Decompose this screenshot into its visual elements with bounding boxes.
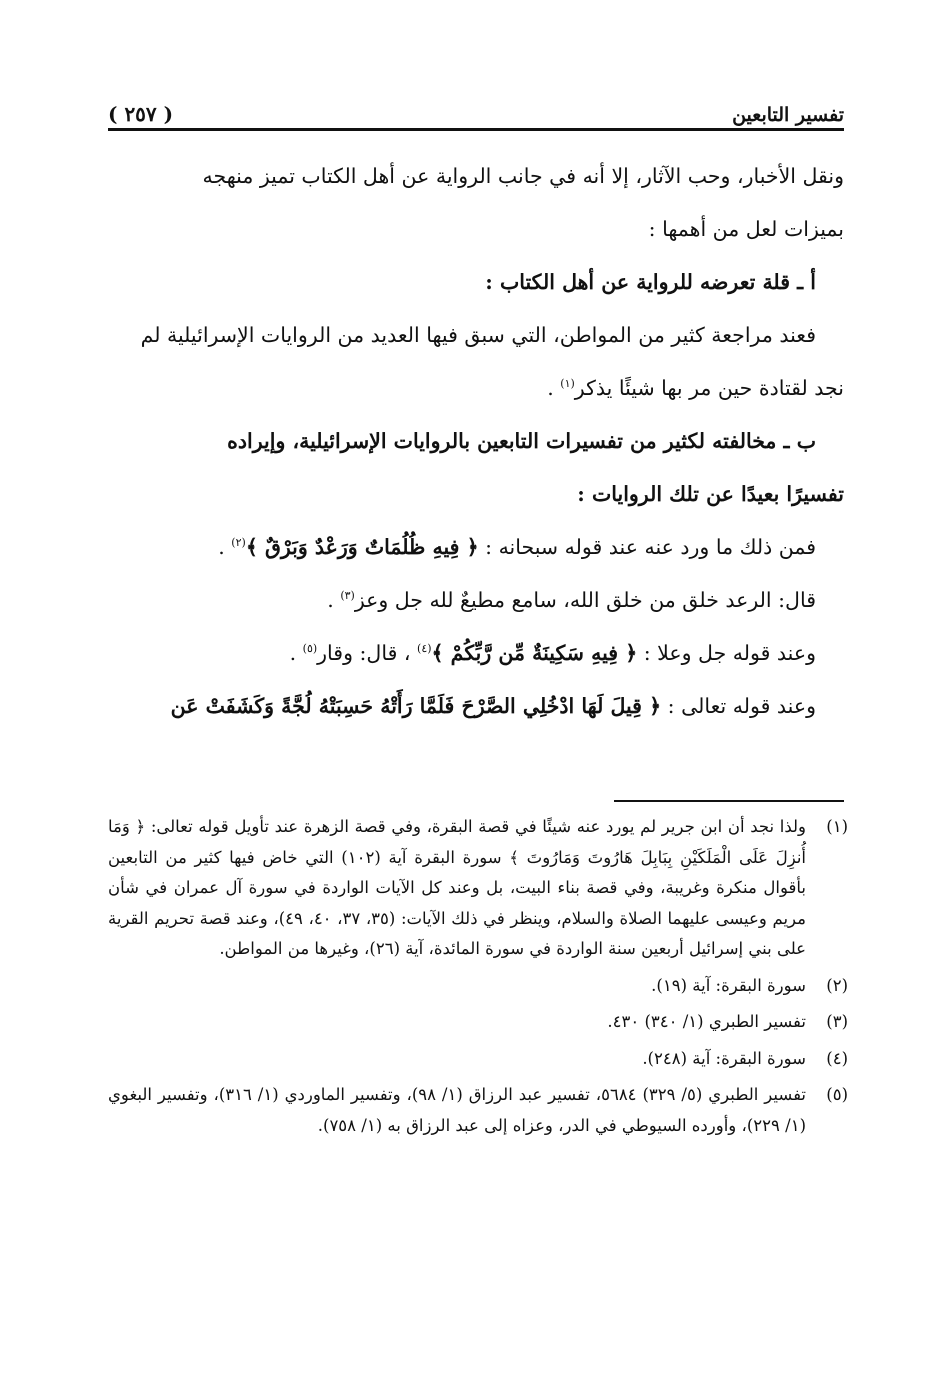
- paragraph-line: [108, 362, 844, 415]
- footnote-number: (٥): [826, 1085, 848, 1104]
- footnote-number: (٢): [826, 975, 848, 995]
- paragraph-line: بميزات لعل من أهمها :: [648, 217, 844, 241]
- footnote-text: تفسير الطبري (١/ ٣٤٠) ٤٣٠.: [607, 1012, 806, 1031]
- paragraph-line: [108, 680, 844, 733]
- header-divider: [108, 128, 844, 131]
- footnote-divider: [614, 800, 844, 802]
- footnote-item: [108, 1080, 848, 1141]
- footnote-ref: (٢): [231, 536, 246, 550]
- punctuation: .: [327, 588, 341, 612]
- footnote-item: [108, 1044, 848, 1075]
- paragraph-line: فعند مراجعة كثير من المواطن، التي سبق فيها العديد من الروايات الإسرائيلية لم: [140, 323, 816, 347]
- quran-verse: ﴿ فِيهِ سَكِينَةٌ مِّن رَّبِّكُمْ ﴾: [431, 641, 638, 665]
- paragraph-text: قال: الرعد خلق من خلق الله، سامع مطيعٌ لله جل وعز: [354, 588, 816, 612]
- paragraph-line: [108, 521, 844, 574]
- footnote-text: سورة البقرة: آية (٢٤٨).: [642, 1048, 806, 1068]
- footnote-ref: (٣): [340, 589, 355, 603]
- section-heading-a: أ ـ قلة تعرضه للرواية عن أهل الكتاب :: [485, 270, 816, 294]
- quran-verse: ﴿ قِيلَ لَهَا ادْخُلِي الصَّرْحَ فَلَمَّا رَأَتْهُ حَسِبَتْهُ لُجَّةً وَكَشَفَتْ عَن: [170, 694, 662, 718]
- footnote-item: [108, 1007, 848, 1038]
- punctuation: .: [218, 535, 232, 559]
- paragraph-text: وعند قوله تعالى :: [661, 694, 816, 718]
- footnote-number: (٤): [826, 1048, 848, 1068]
- punctuation: .: [547, 376, 561, 400]
- paragraph-line: [108, 627, 844, 680]
- section-heading-b-cont: تفسيرًا بعيدًا عن تلك الروايات :: [577, 482, 844, 506]
- footnote-ref: (٤): [417, 642, 432, 656]
- page-header: [108, 92, 844, 126]
- footnotes: [108, 812, 848, 1147]
- footnote-text: سورة البقرة: آية (١٩).: [651, 975, 806, 995]
- page-number: ( ٢٥٧ ): [108, 102, 174, 126]
- footnote-number: (١): [826, 817, 848, 836]
- paragraph-line: [108, 574, 844, 627]
- footnote-ref: (٥): [302, 642, 318, 656]
- paragraph-text: وعند قوله جل وعلا :: [637, 641, 816, 665]
- quran-verse: ﴿ فِيهِ ظُلُمَاتٌ وَرَعْدٌ وَبَرْقٌ ﴾: [245, 535, 479, 559]
- paragraph-line: ونقل الأخبار، وحب الآثار، إلا أنه في جانب الرواية عن أهل الكتاب تميز منهجه: [202, 164, 844, 188]
- paragraph-text: ، قال: وقار: [317, 641, 418, 665]
- section-heading-b: ب ـ مخالفته لكثير من تفسيرات التابعين بالروايات الإسرائيلية، وإيراده: [227, 429, 816, 453]
- running-title: تفسير التابعين: [732, 104, 844, 126]
- footnote-item: [108, 971, 848, 1002]
- punctuation: .: [289, 641, 303, 665]
- main-text: [108, 150, 844, 733]
- footnote-number: (٣): [826, 1012, 848, 1031]
- paragraph-text: فمن ذلك ما ورد عنه عند قوله سبحانه :: [478, 535, 816, 559]
- paragraph-text: نجد لقتادة حين مر بها شيئًا يذكر: [574, 376, 844, 400]
- footnote-text: تفسير الطبري (٥/ ٣٢٩) ٥٦٨٤، تفسير عبد الرزاق (١/ ٩٨)، وتفسير الماوردي (١/ ٣١٦)، وتفسير البغوي (١/ ٢٢٩)، وأورده السيوطي في الدر، وعزاه إلى عبد الرزاق به (١/ ٧٥٨).: [108, 1085, 807, 1135]
- footnote-text: ولذا نجد أن ابن جرير لم يورد عنه شيئًا في قصة البقرة، وفي قصة الزهرة عند تأويل قوله تعالى: ﴿ وَمَا أُنزِلَ عَلَى الْمَلَكَيْنِ بِبَابِلَ هَارُوتَ وَمَارُوتَ ﴾ سورة البقرة آية (١٠٢) التي خاض فيها كثير من التابعين بأقوال منكرة وغريبة، وفي قصة بناء البيت، بل وعند كل الآيات الواردة في سورة آل عمران في شأن مريم وعيسى عليهما الصلاة والسلام، وينظر في ذلك الآيات: (٣٥، ٣٧، ٤٠، ٤٩)، وعند قصة تحريم القرية على بني إسرائيل أربعين سنة الواردة في سورة المائدة، آية (٢٦)، وغيرها من المواطن.: [108, 817, 806, 958]
- footnote-item: [108, 812, 848, 965]
- footnote-ref: (١): [560, 377, 575, 391]
